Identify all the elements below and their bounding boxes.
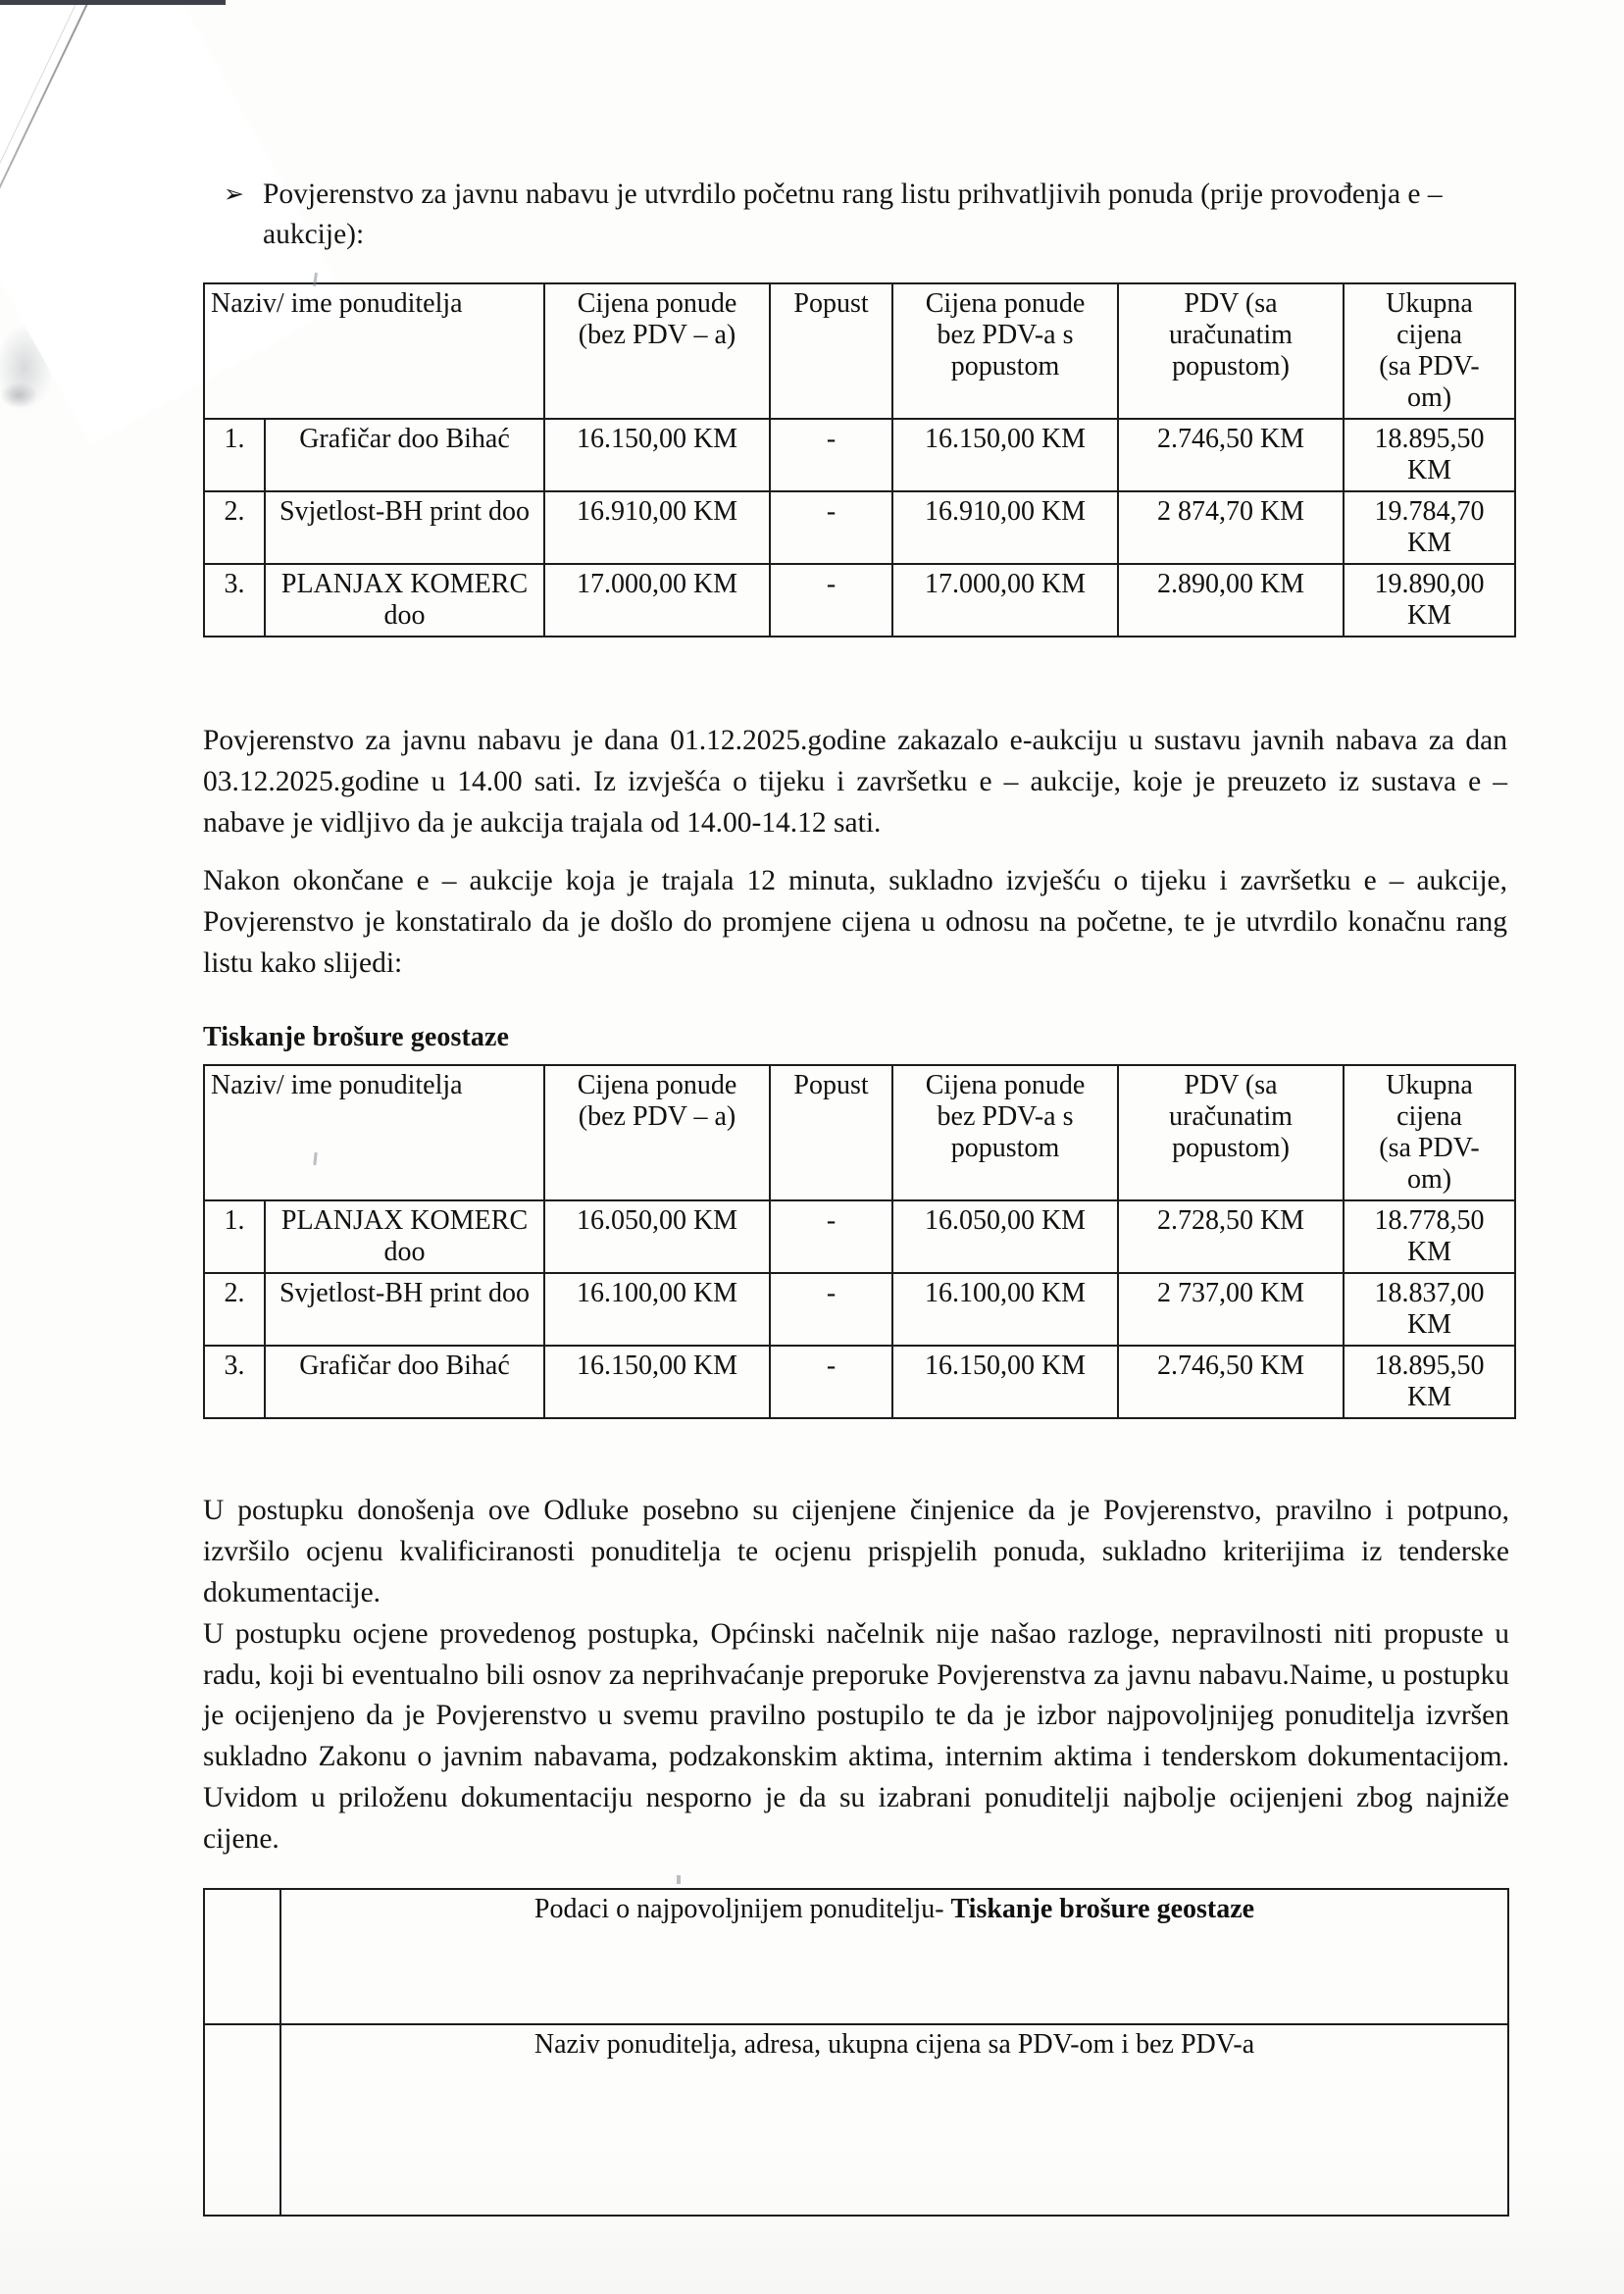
header-line: Cijena ponude	[577, 288, 737, 319]
header-line: popustom	[950, 1133, 1060, 1163]
header-total-with-vat	[1344, 1065, 1515, 1200]
header-discount: Popust	[770, 1065, 892, 1200]
row-index: 2.	[204, 1273, 265, 1346]
row-total: 19.784,70 KM	[1344, 491, 1515, 564]
header-bidder-name: Naziv/ ime ponuditelja	[204, 1065, 544, 1200]
best-bidder-title-lot: Tiskanje brošure geostaze	[950, 1894, 1255, 1924]
header-line: cijena	[1396, 320, 1462, 350]
header-line: Ukupna	[1386, 1070, 1473, 1100]
paragraph-decision-1: U postupku donošenja ove Odluke posebno su cijenjene činjenice da je Povjerenstvo, pravilno i potpuno, izvršilo ocjenu kvalificiranosti ponuditelja te ocjenu prispjelih ponuda, sukladno kriterijima iz tenderske dokumentacije.	[203, 1495, 1509, 1608]
header-line: uračunatim	[1169, 320, 1293, 350]
row-vat: 2.746,50 KM	[1118, 1346, 1344, 1418]
row-price-discounted: 16.150,00 KM	[892, 1346, 1118, 1418]
header-line: (sa PDV-	[1379, 1133, 1480, 1163]
table-row	[204, 2024, 1508, 2216]
paragraph-decision-block	[203, 1491, 1509, 1861]
row-bidder: Svjetlost-BH print doo	[265, 1273, 544, 1346]
header-line: bez PDV-a s	[937, 320, 1074, 350]
row-price-no-vat: 16.100,00 KM	[544, 1273, 770, 1346]
row-vat: 2.728,50 KM	[1118, 1200, 1344, 1273]
row-bidder: Grafičar doo Bihać	[265, 1346, 544, 1418]
row-discount: -	[770, 419, 892, 491]
row-vat: 2.890,00 KM	[1118, 564, 1344, 637]
row-total: 18.837,00 KM	[1344, 1273, 1515, 1346]
row-index: 3.	[204, 1346, 265, 1418]
table-best-bidder	[203, 1888, 1509, 2217]
header-line: uračunatim	[1169, 1101, 1293, 1132]
header-line: PDV (sa	[1184, 288, 1278, 319]
row-bidder: PLANJAX KOMERC doo	[265, 1200, 544, 1273]
table-row	[204, 419, 1515, 491]
row-price-discounted: 16.050,00 KM	[892, 1200, 1118, 1273]
table-row	[204, 1346, 1515, 1418]
scan-fleck	[677, 1875, 681, 1884]
row-price-discounted: 16.150,00 KM	[892, 419, 1118, 491]
table-row	[204, 1273, 1515, 1346]
row-price-discounted: 16.910,00 KM	[892, 491, 1118, 564]
paragraph-decision-2: U postupku ocjene provedenog postupka, Općinski načelnik nije našao razloge, nepravilnosti niti propuste u radu, koji bi eventualno bili osnov za neprihvaćanje preporuke Povjerenstva za javnu nabavu.Naime, u postupku je ocijenjeno da je Povjerenstvo u svemu pravilno postupilo te da je izbor najpovoljnijeg ponuditelja izvršen sukladno Zakonu o javnim nabavama, podzakonskim aktima, internim aktima i tenderskom dokumentacijom. Uvidom u priloženu dokumentaciju nesporno je da su izabrani ponuditelji najbolje ocijenjeni zbog najniže cijene.	[203, 1617, 1509, 1855]
header-vat	[1118, 283, 1344, 419]
row-total: 19.890,00 KM	[1344, 564, 1515, 637]
table-initial-ranking	[203, 282, 1516, 637]
bullet-arrow-icon: ➢	[224, 179, 244, 208]
header-line: Cijena ponude	[925, 288, 1086, 319]
header-line: om)	[1406, 1164, 1452, 1195]
header-line: Cijena ponude	[577, 1070, 737, 1100]
row-total: 18.895,50 KM	[1344, 1346, 1515, 1418]
best-bidder-fields-cell: Naziv ponuditelja, adresa, ukupna cijena sa PDV-om i bez PDV-a	[280, 2024, 1508, 2216]
header-bidder-name: Naziv/ ime ponuditelja	[204, 283, 544, 419]
best-bidder-title-prefix: Podaci o najpovoljnijem ponuditelju-	[533, 1894, 944, 1924]
row-index: 1.	[204, 419, 265, 491]
row-vat: 2 737,00 KM	[1118, 1273, 1344, 1346]
header-price-discounted	[892, 283, 1118, 419]
best-bidder-title-cell	[280, 1889, 1508, 2024]
row-price-no-vat: 16.150,00 KM	[544, 419, 770, 491]
header-price-no-vat	[544, 1065, 770, 1200]
row-index: 3.	[204, 564, 265, 637]
row-bidder: PLANJAX KOMERC doo	[265, 564, 544, 637]
intro-bullet-paragraph	[224, 175, 1487, 254]
header-discount: Popust	[770, 283, 892, 419]
header-line: PDV (sa	[1184, 1070, 1278, 1100]
paragraph-auction: Povjerenstvo za javnu nabavu je dana 01.12.2025.godine zakazalo e-aukciju u sustavu javnih nabava za dan 03.12.2025.godine u 14.00 sati. Iz izvješća o tijeku i završetku e – aukcije, koje je preuzeto iz sustava e – nabave je vidljivo da je aukcija trajala od 14.00-14.12 sati.	[203, 725, 1507, 839]
row-discount: -	[770, 1346, 892, 1418]
header-line: cijena	[1396, 1101, 1462, 1132]
row-discount: -	[770, 491, 892, 564]
header-vat	[1118, 1065, 1344, 1200]
row-price-discounted: 17.000,00 KM	[892, 564, 1118, 637]
row-vat: 2 874,70 KM	[1118, 491, 1344, 564]
header-line: Ukupna	[1386, 288, 1473, 319]
table-header-row	[204, 283, 1515, 419]
row-price-no-vat: 16.050,00 KM	[544, 1200, 770, 1273]
row-price-no-vat: 17.000,00 KM	[544, 564, 770, 637]
row-index: 1.	[204, 1200, 265, 1273]
row-price-discounted: 16.100,00 KM	[892, 1273, 1118, 1346]
table-row	[204, 1200, 1515, 1273]
best-bidder-spacer-cell	[204, 2024, 280, 2216]
row-bidder: Grafičar doo Bihać	[265, 419, 544, 491]
row-price-no-vat: 16.150,00 KM	[544, 1346, 770, 1418]
row-discount: -	[770, 1273, 892, 1346]
header-line: (sa PDV-	[1379, 351, 1480, 382]
intro-bullet-text: Povjerenstvo za javnu nabavu je utvrdilo početnu rang listu prihvatljivih ponuda (prije provođenja e – aukcije):	[263, 178, 1443, 250]
row-vat: 2.746,50 KM	[1118, 419, 1344, 491]
scan-top-edge-artifact	[0, 0, 226, 5]
header-total-with-vat	[1344, 283, 1515, 419]
table-final-ranking	[203, 1064, 1516, 1419]
header-line: bez PDV-a s	[937, 1101, 1074, 1132]
header-line: popustom)	[1172, 1133, 1290, 1163]
subheading-lot-title: Tiskanje brošure geostaze	[203, 1022, 510, 1052]
row-bidder: Svjetlost-BH print doo	[265, 491, 544, 564]
header-price-discounted	[892, 1065, 1118, 1200]
table-header-row	[204, 1065, 1515, 1200]
header-line: Cijena ponude	[925, 1070, 1086, 1100]
header-line: (bez PDV – a)	[578, 320, 736, 350]
best-bidder-spacer-cell	[204, 1889, 280, 2024]
header-line: popustom)	[1172, 351, 1290, 382]
table-row	[204, 564, 1515, 637]
header-price-no-vat	[544, 283, 770, 419]
row-discount: -	[770, 564, 892, 637]
row-index: 2.	[204, 491, 265, 564]
row-price-no-vat: 16.910,00 KM	[544, 491, 770, 564]
row-total: 18.895,50 KM	[1344, 419, 1515, 491]
header-line: om)	[1406, 382, 1452, 413]
scan-smudge-artifact-secondary	[0, 382, 37, 408]
header-line: popustom	[950, 351, 1060, 382]
header-line: (bez PDV – a)	[578, 1101, 736, 1132]
row-total: 18.778,50 KM	[1344, 1200, 1515, 1273]
paragraph-after-auction: Nakon okončane e – aukcije koja je trajala 12 minuta, sukladno izvješću o tijeku i završetku e – aukcije, Povjerenstvo je konstatiralo da je došlo do promjene cijena u odnosu na početne, te je utvrdilo konačnu rang listu kako slijedi:	[203, 865, 1507, 979]
table-row	[204, 1889, 1508, 2024]
table-row	[204, 491, 1515, 564]
row-discount: -	[770, 1200, 892, 1273]
